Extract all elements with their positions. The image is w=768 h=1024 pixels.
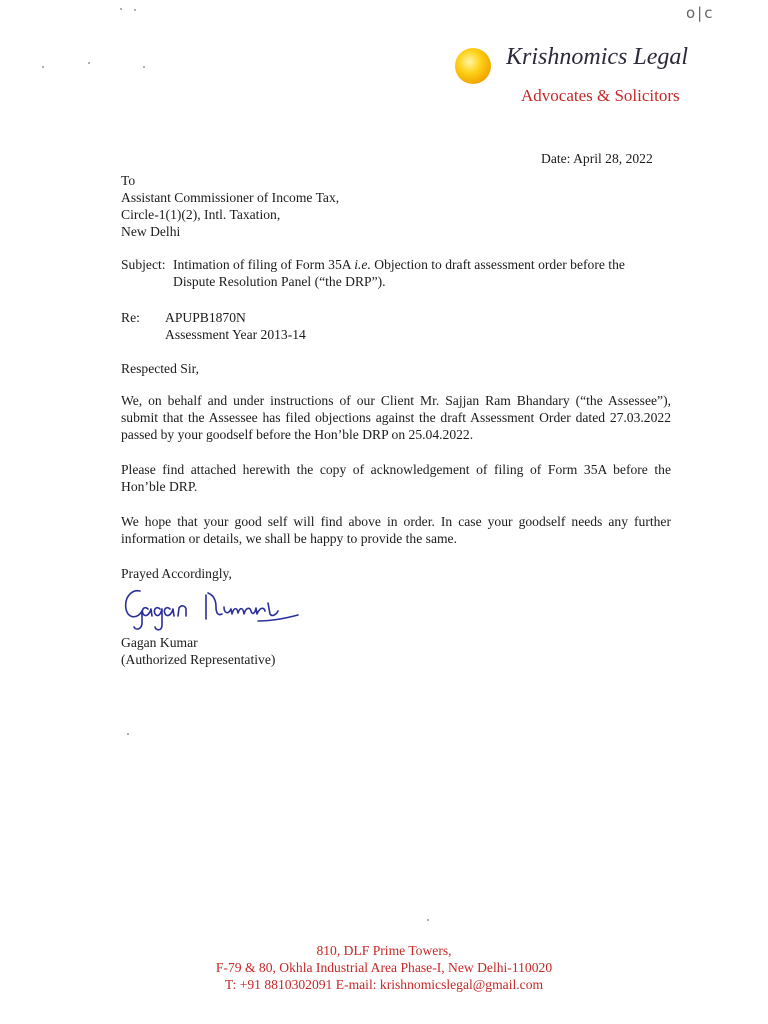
paragraph-2: Please find attached herewith the copy of acknowledgement of filing of Form 35A before the Hon’ble DRP.	[121, 462, 671, 494]
scan-speck	[120, 8, 122, 10]
closing: Prayed Accordingly,	[121, 566, 232, 581]
re-label: Re:	[121, 310, 140, 325]
signatory-designation: (Authorized Representative)	[121, 652, 276, 667]
sun-logo-icon	[455, 48, 491, 84]
salutation: Respected Sir,	[121, 361, 199, 376]
signatory-name: Gagan Kumar	[121, 635, 198, 650]
footer-contact: T: +91 8810302091 E-mail: krishnomicslegal@gmail.com	[224, 977, 544, 992]
recipient-line-1: Assistant Commissioner of Income Tax,	[121, 190, 340, 205]
letter-date: Date: April 28, 2022	[541, 151, 653, 166]
footer-address-line-2: F-79 & 80, Okhla Industrial Area Phase-I, New Delhi-110020	[215, 960, 553, 975]
handwritten-signature	[118, 583, 308, 633]
paragraph-1: We, on behalf and under instructions of our Client Mr. Sajjan Ram Bhandary (“the Assessee”), submit that the Assessee has filed objections against the draft Assessment Order dated 27.03.2022 passed by your goodself before the Hon’ble DRP on 25.04.2022.	[121, 393, 671, 442]
scan-speck	[42, 66, 44, 68]
scan-speck	[127, 733, 129, 735]
to-label: To	[121, 173, 136, 188]
footer-address-line-1: 810, DLF Prime Towers,	[316, 943, 452, 958]
firm-tagline: Advocates & Solicitors	[521, 86, 680, 105]
assessment-year: Assessment Year 2013-14	[165, 327, 306, 342]
subject-label: Subject:	[121, 257, 166, 272]
paragraph-3: We hope that your good self will find above in order. In case your goodself needs any further information or details, we shall be happy to provide the same.	[121, 514, 671, 546]
scan-speck	[427, 919, 429, 921]
scan-speck	[143, 66, 145, 68]
subject-line-1: Intimation of filing of Form 35A i.e. Objection to draft assessment order before the	[173, 257, 625, 272]
pan-number: APUPB1870N	[165, 310, 246, 325]
recipient-line-2: Circle-1(1)(2), Intl. Taxation,	[121, 207, 281, 222]
firm-name: Krishnomics Legal	[506, 44, 689, 70]
recipient-line-3: New Delhi	[121, 224, 181, 239]
corner-handwritten-note: o|c	[686, 4, 715, 22]
scan-speck	[88, 62, 90, 64]
subject-line-2: Dispute Resolution Panel (“the DRP”).	[173, 274, 386, 289]
scan-speck	[134, 9, 136, 11]
